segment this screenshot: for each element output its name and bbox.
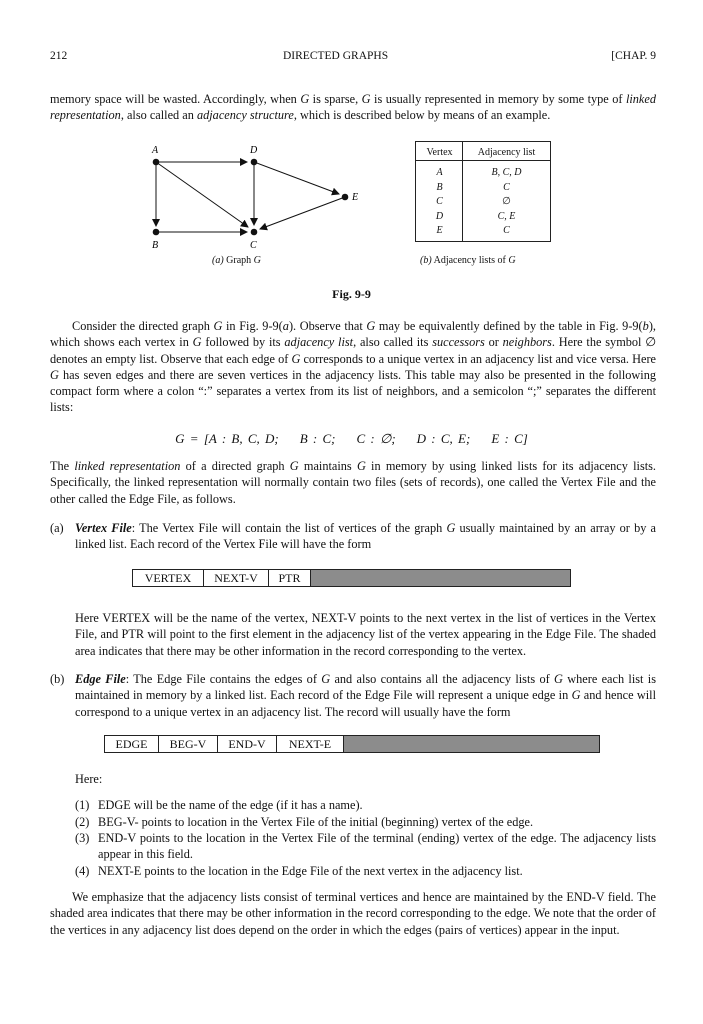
vertex-record-diagram xyxy=(132,569,571,587)
item-marker-a: (a) xyxy=(50,521,64,535)
field-ptr: PTR xyxy=(269,570,311,586)
vertex-label-c: C xyxy=(250,240,257,251)
adjacency-table-body xyxy=(416,166,550,239)
adjacency-table xyxy=(415,141,551,242)
field-next-v: NEXT-V xyxy=(204,570,269,586)
table-caption: (b) Adjacency lists of G xyxy=(420,255,516,266)
adjacency-table-header xyxy=(416,142,550,161)
edge-a-c xyxy=(156,162,248,227)
shaded-area xyxy=(344,736,599,752)
vertex-e xyxy=(342,194,349,201)
vertex-label-a: A xyxy=(152,145,159,156)
vertex-label-b: B xyxy=(152,240,159,251)
vertex-a xyxy=(153,159,160,166)
vertex-file-explanation: Here VERTEX will be the name of the vertex, NEXT-V points to the next vertex in the list of vertices in the Vertex File, and PTR will point to the first element in the adjacency list of the vertex appearing in the Edge File. The shaded area indicates that there may be other information in the record corresponding to the vertex. xyxy=(75,611,656,658)
running-title: DIRECTED GRAPHS xyxy=(283,50,389,62)
linked-representation-paragraph: The linked representation of a directed graph G maintains G in memory by using linked lists for its adjacency lists. Specifically, the linked representation will normally contain two files (sets of records), one called the Vertex File and the other called the Edge File, as follows. xyxy=(50,459,657,506)
closing-paragraph: We emphasize that the adjacency lists consist of terminal vertices and hence are maintained by the END-V field. The shaded area indicates that there may be other information in the record corresponding to the edge. We note that the order of the vertices in any adjacency list does depend on the order in which the edges (pairs of vertices) appear in the input. xyxy=(50,890,656,937)
edge-file-text: Edge File: The Edge File contains the edges of G and also contains all the adjacency lists of G where each list is maintained in memory by a linked list. Each record of the Edge File will represent a unique edge in G and hence will correspond to a unique vertex in an adjacency list. The record will usually have the form xyxy=(75,672,656,719)
here-label: Here: xyxy=(75,772,103,786)
edge-d-e xyxy=(254,162,339,194)
field-beg-v: BEG-V xyxy=(159,736,218,752)
edge-e-c xyxy=(260,197,345,229)
running-header xyxy=(50,48,656,64)
header-adjacency-list: Adjacency list xyxy=(477,147,536,158)
edge-record-diagram xyxy=(104,735,600,753)
chapter-label: [CHAP. 9 xyxy=(611,50,656,62)
table-row: A B, C, D xyxy=(436,167,522,178)
list-item: (4) NEXT-E points to the location in the Edge File of the next vertex in the adjacency list. xyxy=(75,864,523,878)
table-row: E C xyxy=(436,225,510,236)
vertex-label-d: D xyxy=(250,145,258,156)
field-edge: EDGE xyxy=(105,736,159,752)
compact-form-equation: G = [A : B, C, D; B : C; C : ∅; D : C, E; E : C] xyxy=(175,431,528,446)
page-number: 212 xyxy=(50,50,68,62)
vertex-d xyxy=(251,159,258,166)
table-row: B C xyxy=(436,181,510,193)
field-end-v: END-V xyxy=(218,736,277,752)
figure-label: Fig. 9-9 xyxy=(332,287,371,301)
graph-caption: (a) Graph G xyxy=(212,255,261,266)
vertex-file-item xyxy=(50,520,656,553)
table-row: C ∅ xyxy=(436,196,511,207)
table-row: D C, E xyxy=(435,210,516,222)
field-vertex: VERTEX xyxy=(133,570,204,586)
list-item: (1) EDGE will be the name of the edge (if it has a name). xyxy=(75,798,363,812)
field-next-e: NEXT-E xyxy=(277,736,344,752)
item-marker-b: (b) xyxy=(50,672,65,686)
intro-paragraph: memory space will be wasted. Accordingly, when G is sparse, G is usually represented in memory by some type of linked representation, also called an adjacency structure, which is described below by means of an example. xyxy=(50,92,656,123)
directed-graph-figure xyxy=(130,138,370,258)
edge-file-item xyxy=(50,671,656,720)
header-vertex: Vertex xyxy=(426,147,453,158)
shaded-area xyxy=(311,570,570,586)
list-item: (3) END-V points to the location in the Vertex File of the terminal (ending) vertex of the edge. The adjacency lists appear in this field. xyxy=(75,831,656,862)
vertex-b xyxy=(153,229,160,236)
list-item: (2) BEG-V- points to location in the Vertex File of the initial (beginning) vertex of the edge. xyxy=(75,815,534,829)
graph-description-paragraph: Consider the directed graph G in Fig. 9-9(a). Observe that G may be equivalently defined by the table in Fig. 9-9(b), which shows each vertex in G followed by its adjacency list, also called its successors or neighbors. Here the symbol ∅ denotes an empty list. Observe that each edge of G corresponds to a unique vertex in an adjacency list and vice versa. Here G has seven edges and there are seven vertices in the adjacency lists. This table may also be presented in the following compact form where a colon “:” separates a vertex from its list of neighbors, and a semicolon “;” separates the different lists: xyxy=(50,319,656,415)
vertex-label-e: E xyxy=(352,192,359,203)
vertex-file-text: Vertex File: The Vertex File will contain the list of vertices of the graph G usually maintained by an array or by a linked list. Each record of the Vertex File will have the form xyxy=(75,521,656,552)
vertex-c xyxy=(251,229,258,236)
